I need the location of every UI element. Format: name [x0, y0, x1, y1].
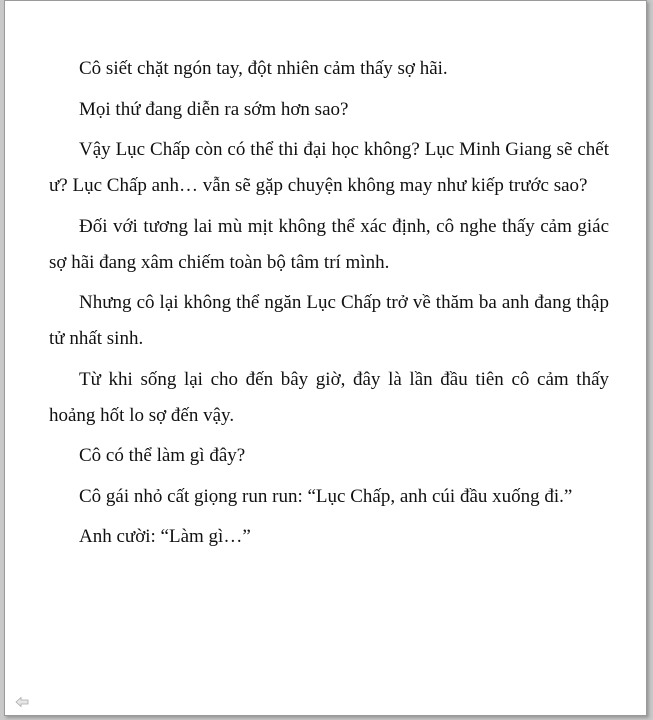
paragraph: Nhưng cô lại không thể ngăn Lục Chấp trở về thăm ba anh đang thập tử nhất sinh. — [49, 292, 609, 349]
document-page — [4, 0, 647, 716]
paragraph: Cô có thể làm gì đây? — [79, 445, 246, 466]
paragraph: Đối với tương lai mù mịt không thể xác định, cô nghe thấy cảm giác sợ hãi đang xâm chiếm toàn bộ tâm trí mình. — [49, 215, 609, 273]
paragraph: Anh cười: “Làm gì…” — [79, 526, 251, 547]
document-body — [49, 51, 609, 560]
paragraph: Cô siết chặt ngón tay, đột nhiên cảm thấy sợ hãi. — [79, 58, 448, 79]
paragraph: Mọi thứ đang diễn ra sớm hơn sao? — [79, 98, 349, 120]
paragraph: Vậy Lục Chấp còn có thể thi đại học không? Lục Minh Giang sẽ chết ư? Lục Chấp anh… vẫn sẽ gặp chuyện không may như kiếp trước sao? — [49, 139, 609, 196]
paragraph: Cô gái nhỏ cất giọng run run: “Lục Chấp, anh cúi đầu xuống đi.” — [79, 485, 573, 507]
previous-page-arrow-icon[interactable] — [15, 696, 29, 708]
paragraph: Từ khi sống lại cho đến bây giờ, đây là lần đầu tiên cô cảm thấy hoảng hốt lo sợ đến vậy. — [49, 368, 609, 426]
